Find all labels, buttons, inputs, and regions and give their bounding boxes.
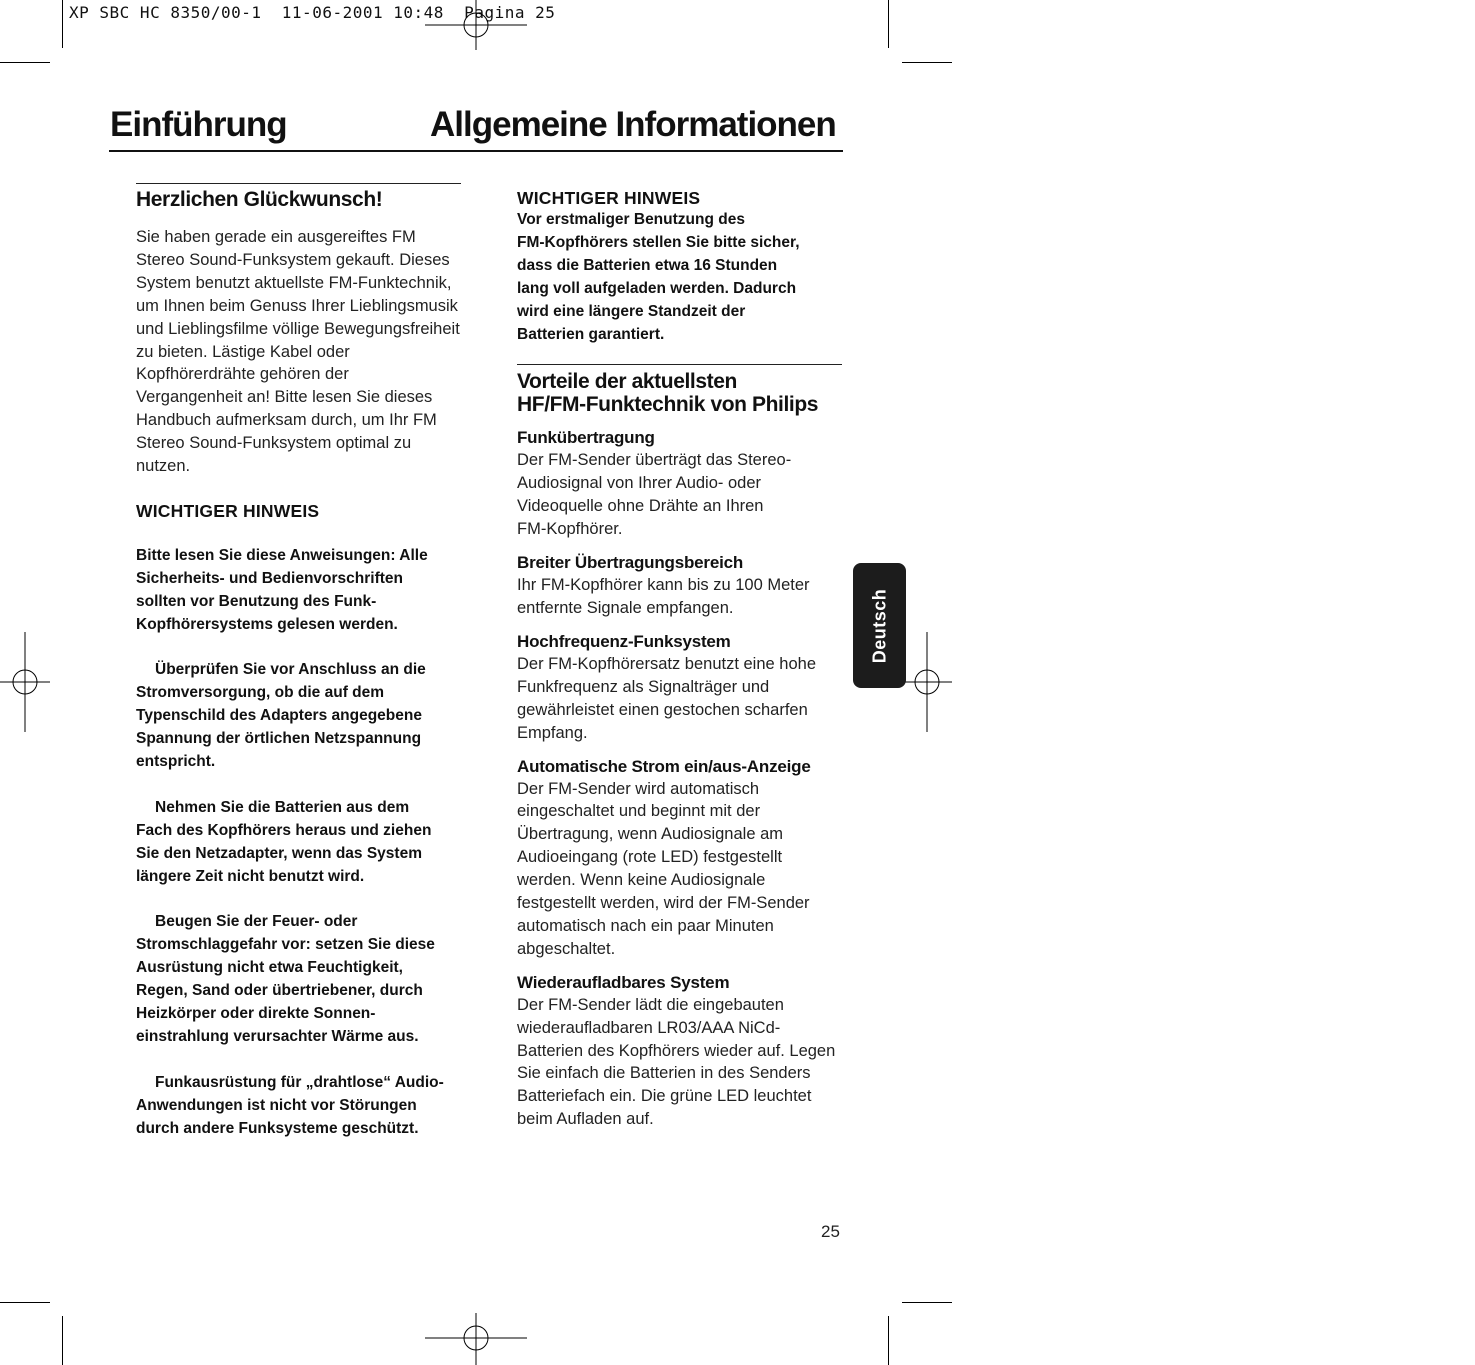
section-title-right: Allgemeine Informationen (430, 105, 836, 144)
section-title-left: Einführung (110, 105, 287, 144)
notice-label: WICHTIGER HINWEIS (136, 500, 320, 521)
crop-mark (0, 62, 50, 63)
crop-mark (62, 1316, 63, 1365)
feature-text: Ihr FM-Kopfhörer kann bis zu 100 Meter entfernte Signale empfangen. (517, 576, 810, 617)
feature-title: Funkübertragung (517, 428, 655, 448)
registration-mark-right (902, 632, 952, 732)
notice-paragraph: Beugen Sie der Feuer- oder Stromschlaggefahr vor: setzen Sie diese Ausrüstung nicht etwa Feuchtigkeit, Regen, Sand oder übertriebener, durch Heizkörper oder direkte Sonnen- einstrahlung verursachter Wärme aus. (136, 913, 435, 1045)
feature-title: Breiter Übertragungsbereich (517, 553, 744, 573)
registration-mark-bottom (425, 1313, 527, 1365)
notice-paragraph: Überprüfen Sie vor Anschluss an die Stromversorgung, ob die auf dem Typenschild des Adapters angegebene Spannung der örtlichen Netzspannung entspricht. (136, 661, 426, 771)
crop-mark (888, 1316, 889, 1365)
section-rule (136, 183, 461, 184)
header-rule (109, 150, 843, 152)
language-tab-label: Deutsch (869, 588, 889, 663)
crop-mark (888, 0, 889, 48)
feature-text: Der FM-Sender wird automatisch eingeschaltet und beginnt mit der Übertragung, wenn Audiosignale am Audioeingang (rote LED) festgestellt werden. Wenn keine Audiosignale festgestellt werden, wird der FM-Sender automatisch nach ein paar Minuten abgeschaltet. (517, 779, 810, 958)
notice-paragraph: Nehmen Sie die Batterien aus dem Fach des Kopfhörers heraus und ziehen Sie den Netzadapter, wenn das System längere Zeit nicht benutzt wird. (136, 798, 432, 885)
notice-label: WICHTIGER HINWEIS (517, 188, 701, 208)
notice-paragraph: Funkausrüstung für „drahtlose“ Audio- Anwendungen ist nicht vor Störungen durch andere Funksysteme geschützt. (136, 1073, 444, 1137)
notice-text (136, 522, 466, 1163)
registration-mark-left (0, 632, 50, 732)
crop-mark (902, 62, 952, 63)
section-rule (517, 364, 842, 365)
crop-mark (0, 1302, 50, 1303)
registration-mark-top (425, 0, 527, 50)
feature-title: Hochfrequenz-Funksystem (517, 631, 731, 651)
crop-mark (902, 1302, 952, 1303)
feature-text: Der FM-Sender lädt die eingebauten wiederaufladbaren LR03/AAA NiCd- Batterien des Kopfhörers wieder auf. Legen Sie einfach die Batterien in des Senders Batteriefach ein. Die grüne LED leuchtet beim Aufladen auf. (517, 995, 836, 1129)
notice-paragraph: Bitte lesen Sie diese Anweisungen: Alle Sicherheits- und Bedienvorschriften sollten vor Benutzung des Funk- Kopfhörersystems gelesen werden. (136, 546, 428, 633)
feature-text: Der FM-Sender überträgt das Stereo- Audiosignal von Ihrer Audio- oder Videoquelle ohne Drähte an Ihren FM-Kopfhörer. (517, 451, 792, 539)
page-number: 25 (821, 1222, 840, 1241)
crop-mark (62, 0, 63, 48)
print-slug: XP SBC HC 8350/00-1 11-06-2001 10:48 Pagina 25 (69, 3, 556, 22)
intro-text: Sie haben gerade ein ausgereiftes FM Stereo Sound-Funksystem gekauft. Dieses System benutzt aktuellste FM-Funktechnik, um Ihnen beim Genuss Ihrer Lieblingsmusik und Lieblingsfilme völlige Bewegungsfreiheit zu bieten. Lästige Kabel oder Kopfhörerdrähte gehören der Vergangenheit an! Bitte lesen Sie dieses Handbuch aufmerksam durch, um Ihr FM Stereo Sound-Funksystem optimal zu nutzen. (136, 228, 460, 476)
feature-text: Der FM-Kopfhörersatz benutzt eine hohe Funkfrequenz als Signalträger und gewährleistet einen gestochen scharfen Empfang. (517, 654, 816, 742)
right-column (517, 188, 847, 1131)
feature-title: Automatische Strom ein/aus-Anzeige (517, 756, 811, 776)
greeting-title: Herzlichen Glückwunsch! (136, 188, 383, 211)
feature-title: Wiederaufladbares System (517, 972, 730, 992)
language-tab (853, 563, 906, 688)
advantages-title: Vorteile der aktuellsten HF/FM-Funktechnik von Philips (517, 370, 819, 417)
left-column (136, 183, 466, 1163)
notice-text: Vor erstmaliger Benutzung des FM-Kopfhörers stellen Sie bitte sicher, dass die Batterien etwa 16 Stunden lang voll aufgeladen werden. Dadurch wird eine längere Standzeit der Batterien garantiert. (517, 211, 800, 343)
